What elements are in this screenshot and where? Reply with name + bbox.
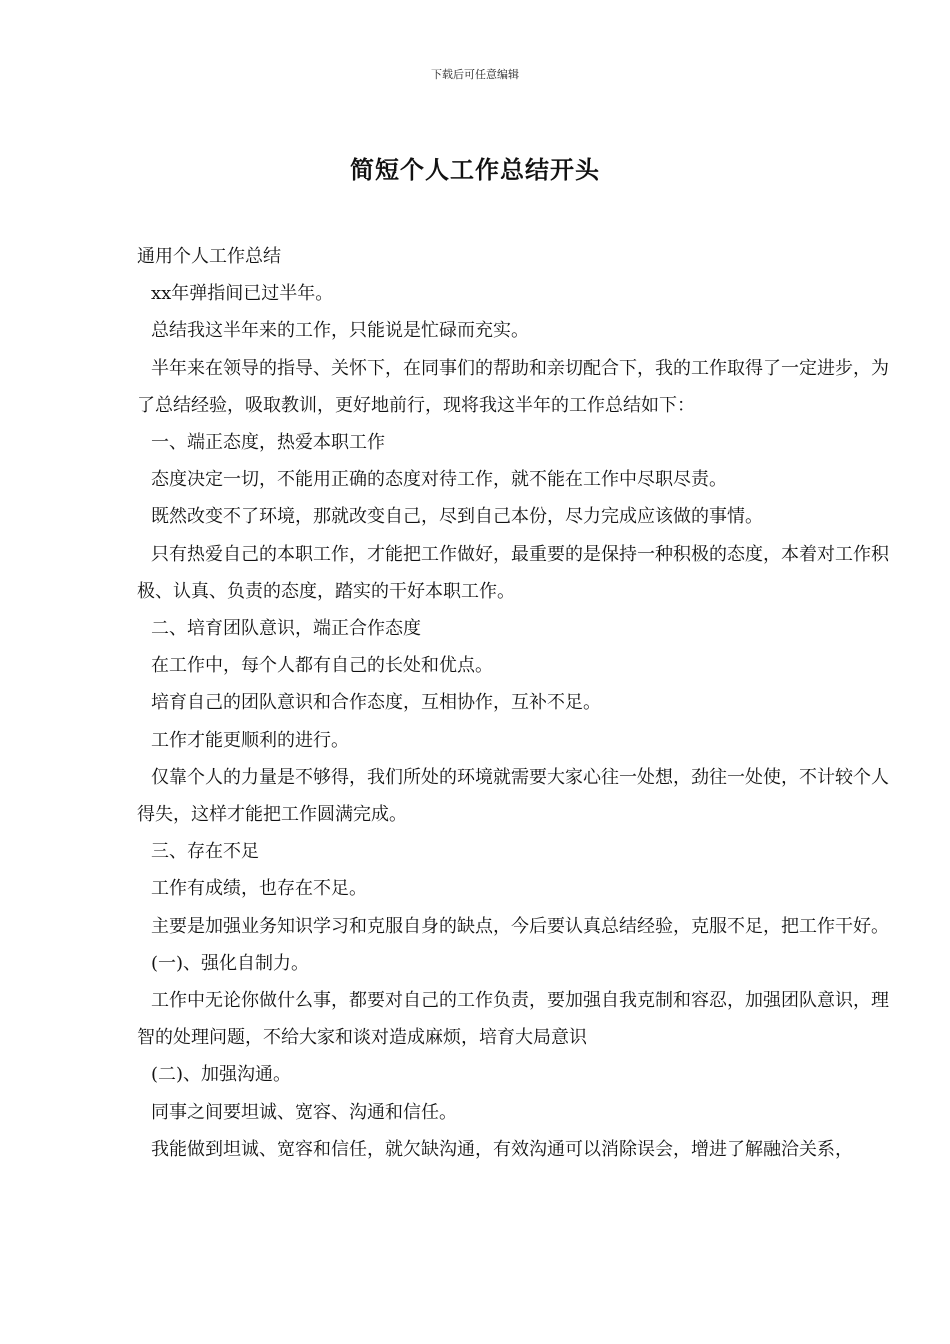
document-body (137, 238, 897, 1168)
section-heading: 一、端正态度，热爱本职工作 (151, 432, 385, 454)
paragraph: 态度决定一切，不能用正确的态度对待工作，就不能在工作中尽职尽责。 (151, 469, 727, 491)
paragraph: 通用个人工作总结 (137, 246, 281, 267)
paragraph: 半年来在领导的指导、关怀下，在同事们的帮助和亲切配合下，我的工作取得了一定进步，为了总结经验，吸取教训，更好地前行，现将我这半年的工作总结如下： (137, 357, 889, 416)
paragraph: 工作中无论你做什么事，都要对自己的工作负责，要加强自我克制和容忍，加强团队意识，理智的处理问题，不给大家和谈对造成麻烦，培育大局意识 (137, 990, 889, 1049)
paragraph: 在工作中，每个人都有自己的长处和优点。 (151, 655, 493, 677)
section-heading: 三、存在不足 (151, 841, 259, 863)
section-heading: 二、培育团队意识，端正合作态度 (151, 618, 421, 640)
paragraph: 只有热爱自己的本职工作，才能把工作做好，最重要的是保持一种积极的态度，本着对工作积极、认真、负责的态度，踏实的干好本职工作。 (137, 543, 889, 602)
document-title: 简短个人工作总结开头 (350, 156, 600, 184)
paragraph: xx年弹指间已过半年。 (151, 283, 334, 305)
paragraph: 主要是加强业务知识学习和克服自身的缺点，今后要认真总结经验，克服不足，把工作干好。 (151, 915, 889, 937)
paragraph: 既然改变不了环境，那就改变自己，尽到自己本份，尽力完成应该做的事情。 (151, 506, 763, 528)
paragraph: 我能做到坦诚、宽容和信任，就欠缺沟通，有效沟通可以消除误会，增进了解融洽关系， (151, 1138, 853, 1160)
paragraph: 总结我这半年来的工作，只能说是忙碌而充实。 (151, 320, 529, 342)
subsection-heading: (二)、加强沟通。 (151, 1064, 292, 1086)
paragraph: 同事之间要坦诚、宽容、沟通和信任。 (151, 1101, 457, 1123)
header-note: 下载后可任意编辑 (431, 68, 519, 81)
paragraph: 仅靠个人的力量是不够得，我们所处的环境就需要大家心往一处想，劲往一处使，不计较个人得失，这样才能把工作圆满完成。 (137, 766, 889, 826)
paragraph: 培育自己的团队意识和合作态度，互相协作，互补不足。 (151, 692, 601, 714)
subsection-heading: (一)、强化自制力。 (151, 952, 310, 974)
paragraph: 工作有成绩，也存在不足。 (151, 878, 367, 900)
paragraph: 工作才能更顺利的进行。 (151, 729, 349, 751)
